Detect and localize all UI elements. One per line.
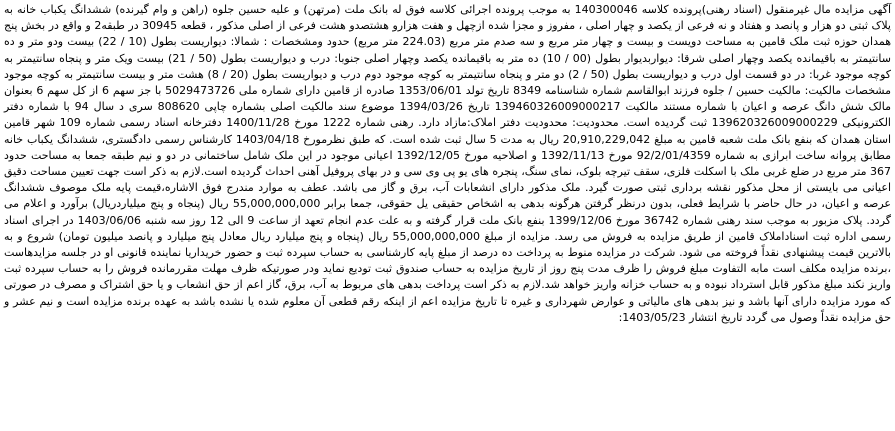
auction-notice-text: آگهی مزایده مال غیرمنقول (اسناد رهنی)پرونده کلاسه 140300046 به موجب پرونده اجرائی کلاسه فوق له بانک ملت (مرتهن) و علیه حسین جلوه (راهن و وام گیرنده) ششدانگ یکباب خانه به پلاک ثبتی دو هزار و پانصد و هفتاد و نه فرعی از یکصد و چهار اصلی ، مفروز و مجزا شده ازچهل و هفت هزارو هشتصدو هشت فرعی از اصلی مذکور ، قطعه 30945 در طبقه2 و واقع در بخش پنج همدان حوزه ثبت ملک قامین به مساحت دویست و بیست و چهار متر مربع و سه صدم متر مربع (224.03 متر مربع) حدود ومشخصات : شمالا: دیواریست بطول (10 / 22) بیست ودو متر و ده سانتیمتر به باقیمانده یکصد وچهار اصلی شرقا: دیواربدیوار بطول (00 / 10) ده متر به باقیمانده یکصد وچهار اصلی جنوبا: درب و دیواریست بطول (50 / 21) بیست ویک متر و پنجاه سانتیمتر به کوچه موجود غربا: در دو قسمت اول درب و دیواریست بطول (50 / 2) دو متر و پنجاه سانتیمتر به کوچه موجود دوم درب و دیواریست بطول (20 / 8) هشت متر و بیست سانتیمتر به کوچه موجود مشخصات مالکیت: مالکیت حسین / جلوه فرزند ابوالقاسم شماره شناسنامه 8349 تاریخ تولد 1353/06/01 صادره از قامین دارای شماره ملی 5029473726 با جز سهم 6 از کل سهم 6 بعنوان مالک شش دانگ عرصه و اعیان با شماره مستند مالکیت 139460326009000217 تاریخ 1394/03/26 موضوع سند مالکیت اصلی بشماره چاپی 808620 سری د سال 94 با شماره دفتر الکترونیکی 139620326009000229 ثبت گردیده است. محدودیت: محدودیت دفتر املاک:مازاد دارد. رهنی شماره 1222 مورخ 1400/11/28 دفترخانه اسناد رسمی شماره 109 شهر قامین استان همدان که بنفع بانک ملت شعبه قامین به مبلغ 20,910,229,042 ریال به مدت 5 سال ثبت شده است. که طبق نظرمورخ 1403/04/18 کارشناس رسمی دادگستری، ششدانگ یکباب خانه مطابق پروانه ساخت ابرازی به شماره 92/2/01/4359 مورخ 1392/11/13 و اصلاحیه مورخ 1392/12/05 اعیانی موجود در این ملک شامل ساختمانی در دو و نیم طبقه جمعا به مساحت حدود 367 متر مربع در ضلع غربی ملک با اسکلت فلزی، سقف تیرچه بلوک، نمای سنگ، پنجره های یو پی وی سی و در بهای پروفیل آهنی احداث گردیده است.لازم به ذکر است جهت تعیین مساحت دقیق اعیانی می بایستی از محل مذکور نقشه برداری ثبتی صورت گیرد. ملک مذکور دارای انشعابات آب، برق و گاز می باشد. عطف به موارد مندرج فوق الاشاره،قیمت پایه ملک موصوف ششدانگ عرصه و اعیان، در حال حاضر با شرایط فعلی، بدون درنظر گرفتن هرگونه بدهی به اشخاص حقیقی یل حقوقی، جمعا برابر 55,000,000,000 ریال (پنجاه و پنج میلیاردریال) برآورد و اعلام می گردد. پلاک مزبور به موجب سند رهنی شماره 36742 مورخ 1399/12/06 بنفع بانک ملت قرار گرفته و به علت عدم انجام تعهد از ساعت 9 الی 12 روز سه شنبه 1403/06/06 در اجرای اسناد رسمی اداره ثبت اسناداملاک قامین از طریق مزایده به فروش می رسد. مزایده از مبلغ 55,000,000,000 ریال (پنجاه و پنج میلیارد ریال معادل پنج میلیارد و پانصد میلیون تومان) شروع و به بالاترین قیمت پیشنهادی نقداً فروخته می شود. شرکت در مزایده منوط به پرداخت ده درصد از مبلغ پایه کارشناسی به حساب سپرده ثبت و حضور خریداریا نماینده قانونی او در جلسه مزایدهاست ،برنده مزایده مکلف است مابه التفاوت مبلغ فروش را ظرف مدت پنج روز از تاریخ مزایده به حساب صندوق ثبت تودیع نماید ودر صورتیکه ظرف مهلت مقررمانده فروش را به حساب سپرده ثبت واریز نکند مبلغ مذکور قابل استرداد نبوده و به حساب خزانه واریز خواهد شد.لازم به ذکر است پرداخت بدهی های مربوط به آب، برق، گاز اعم از حق انشعاب و یا حق اشتراک و مصرف در صورتی که مورد مزایده دارای آنها باشد و نیز بدهی های مالیاتی و عوارض شهرداری و غیره تا تاریخ مزایده اعم از اینکه رقم قطعی آن معلوم شده یا نشده باشد به عهده برنده مزایده است و نیم عشر و حق مزایده نقداً وصول می گردد تاریخ انتشار 1403/05/23: bbox=[4, 3, 892, 324]
